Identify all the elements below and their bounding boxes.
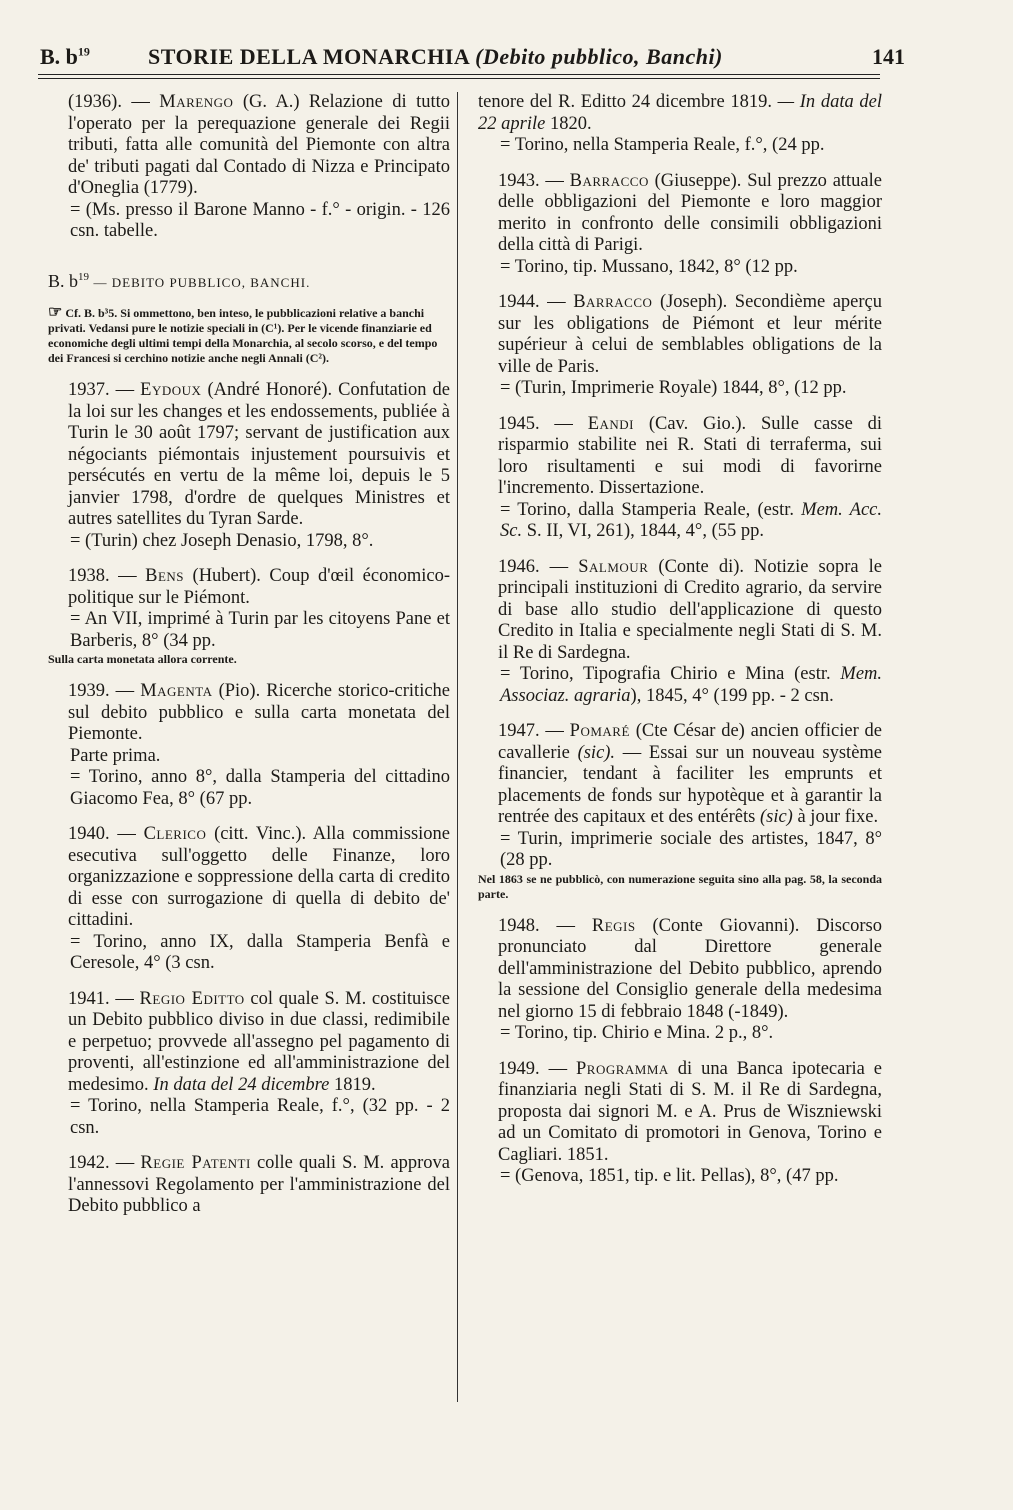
header-rule [38,74,880,75]
entry-publication: = Torino, tip. Mussano, 1842, 8° (12 pp. [500,256,798,277]
entry-author: Pomaré [569,721,630,741]
entry-1937 [48,380,450,552]
entry-body: colle quali S. M. approva l'annessovi Regolamento per l'amministrazione del Debito pubblico a [68,1153,451,1216]
section-note [48,305,450,366]
entry-number: 1949. [498,1058,540,1079]
entry-publication: = An VII, imprimé à Turin par les citoyens Pane et Barberis, 8° (34 pp. [70,609,450,651]
header-rule-2 [38,78,880,79]
entry-number: 1941. [68,988,110,1009]
entry-1949 [478,1059,882,1188]
entry-author: Eandi [587,413,635,434]
running-title-italic: (Debito pubblico, Banchi) [475,44,723,69]
entry-text: 1942. — Regie Patenti colle quali S. M. approva l'annessovi Regolamento per l'amministrazione del Debito pubblico a [68,1153,451,1216]
entry-publication: = Turin, imprimerie sociale des artistes, 1847, 8° (28 pp. [500,828,882,870]
entry-1936 [48,92,450,243]
section-note-text: Cf. B. b³5. Si ommettono, ben inteso, le pubblicazioni relative a banchi privati. Vedansi pure le notizie speciali in (C¹). Per le vicende finanziarie ed economiche degli ultimi tempi della Monarchia, al secolo scorso, e del tempo dei Francesi si cerchino notizie anche negli Annali (C²). [48,306,438,365]
entry-author: Regis [591,915,636,936]
entry-text: 1943. — Barracco (Giuseppe). Sul prezzo attuale delle obbligazioni del Piemonte e loro maggior merito in confronto delle consimili obbligazioni della città di Parigi. [498,170,882,255]
entry-number: 1939. [68,681,110,701]
entry-body: (citt. Vinc.). Alla commissione esecutiva sull'oggetto delle Finanze, loro organizzazione e soppressione della carta di credito di esse con surrogazione di quella di debito de' cittadini. [68,824,451,930]
entry-body-continued: — Essai sur un nouveau système financier, tendant à faciliter les emprunts et placements de fonds sur hypotèque et à garantir la rentrée des capitaux et des entérêts [498,742,883,827]
entry-publication-text: = Torino, dalla Stamperia Reale, (estr. [500,499,794,520]
entry-text: 1947. — Pomaré (Cte César de) ancien officier de cavallerie (sic). — Essai sur un nouveau système financier, tendant à faciliter les emprunts et placements de fonds sur hypotèque et à garantir la rentrée des capitaux et des entérêts (sic) à jour fixe. [498,721,883,827]
entry-number: 1942. [68,1153,110,1173]
entry-body: tenore del R. Editto 24 dicembre 1819. [478,92,772,112]
entry-1943 [478,171,882,279]
entry-text: 1945. — Eandi (Cav. Gio.). Sulle casse di risparmio stabilite nei R. Stati di terraferma, sui loro risultamenti e sui modi di favorirne l'incremento. Dissertazione. [498,413,882,498]
entry-number: (1936). [68,92,122,112]
entry-publication: = (Genova, 1851, tip. e lit. Pellas), 8°, (47 pp. [500,1166,839,1186]
entry-body: (André Honoré). Confutation de la loi sur les changes et les endossements, publiée à Turin le 30 août 1797; servant de justification aux négociants piémontais injustement poursuivis et persécutés en vertu de la même loi, depuis le 5 janvier 1798, d'ordre de quelques Ministres et autres satellites du Tyran Sarde. [68,380,451,529]
entry-text: 1946. — Salmour (Conte di). Notizie sopra le principali instituzioni di Credito agrario, da servire di base allo studio dell'applicazione di questo Credito in Italia e specialmente negli Stati di S. M. il Re di Sardegna. [498,556,883,663]
entry-1946 [478,557,882,708]
entry-publication: = Torino, nella Stamperia Reale, f.°, (24 pp. [500,135,825,155]
entry-author: Barracco [569,170,649,191]
entry-year: 1820. [549,113,592,134]
entry-body: (Conte Giovanni). Discorso pronunciato dal Direttore generale dell'amministrazione del Debito pubblico, aprendo la sessione del Consiglio generale della medesima nel giorno 15 di febbraio 1848 (-1849). [498,915,882,1022]
entry-note: Sulla carta monetata allora corrente. [48,652,237,666]
entry-text: 1941. — Regio Editto col quale S. M. costituisce un Debito pubblico diviso in due classi, redimibile e perpetuo; provvede all'assegno pel pagamento di proventi, all'estinzione ed all'amministrazione del medesimo. In data del 24 dicembre 1819. [68,988,451,1095]
entry-text: 1940. — Clerico (citt. Vinc.). Alla commissione esecutiva sull'oggetto delle Finanze, loro organizzazione e soppressione della carta di credito di esse con surrogazione di quella di debito de' cittadini. [68,824,451,930]
entry-1945 [478,414,882,543]
entry-body: (Cav. Gio.). Sulle casse di risparmio stabilite nei R. Stati di terraferma, sui loro risultamenti e sui modi di favorirne l'incremento. Dissertazione. [498,413,882,498]
entry-publication: = (Ms. presso il Barone Manno - f.° - origin. - 126 csn. tabelle. [70,199,450,241]
entry-body: (G. A.) Relazione di tutto l'operato per la perequazione generale dei Regii tributi, fatta alle comunità del Piemonte con altra de' tributi pagati dal Contado di Nizza e Principato d'Oneglia (1779). [68,92,451,198]
entry-body: (Giuseppe). Sul prezzo attuale delle obbligazioni del Piemonte e loro maggior merito in confronto delle consimili obbligazioni della città di Parigi. [498,170,882,255]
entry-number: 1947. [498,721,540,741]
entry-1939 [48,681,450,810]
entry-text: 1944. — Barracco (Joseph). Secondième aperçu sur les obligations de Piémont et leur mérite supérieur à celui de semblables obligations de la ville de Paris. [498,292,883,377]
pointing-hand-icon: ☞ [48,304,63,321]
entry-sic: (sic) [759,807,793,827]
entry-1942-continued [478,92,882,157]
section-heading-code: B. b [48,270,79,291]
entry-number: 1945. [498,413,540,434]
entry-publication: = Torino, tip. Chirio e Mina. 2 p., 8°. [500,1023,774,1043]
entry-1947 [478,721,882,902]
entry-1940 [48,824,450,975]
entry-1938 [48,566,450,667]
entry-author: Clerico [143,824,207,844]
entry-number: 1940. [68,824,110,844]
section-code [40,44,90,70]
entry-publication-text: = Torino, Tipografia Chirio e Mina (estr. [500,664,831,684]
entry-1944 [478,292,882,400]
page-header [40,40,905,76]
entry-date: In data del 24 dicembre [153,1074,330,1095]
entry-body: di una Banca ipotecaria e finanziaria negli Stati di S. M. il Re di Sardegna, proposta dai signori M. e A. Prus de Wiszniewski ad un Comitato di promotori in Genova, Torino e Cagliari. 1851. [498,1058,883,1165]
entry-publication-details: S. II, VI, 261), 1844, 4°, (55 pp. [526,521,764,541]
entry-note: Nel 1863 se ne pubblicò, con numerazione seguita sino alla pag. 58, la seconda parte. [478,871,882,901]
entry-text: 1948. — Regis (Conte Giovanni). Discorso pronunciato dal Direttore generale dell'amministrazione del Debito pubblico, aprendo la sessione del Consiglio generale della medesima nel giorno 15 di febbraio 1848 (-1849). [498,915,882,1022]
entry-text [478,92,882,135]
entry-author: Bens [145,566,185,586]
entry-text: (1936). — Marengo (G. A.) Relazione di tutto l'operato per la perequazione generale dei Regii tributi, fatta alle comunità del Piemonte con altra de' tributi pagati dal Contado di Nizza e Principato d'Oneglia (1779). [68,92,451,198]
entry-author: Salmour [578,556,649,577]
entry-author: Magenta [140,681,213,701]
entry-number: 1948. [498,915,540,936]
column-divider [457,92,458,1402]
entry-publication: = Torino, nella Stamperia Reale, f.°, (32 pp. - 2 csn. [70,1096,450,1138]
entry-publication: = (Turin) chez Joseph Denasio, 1798, 8°. [70,530,374,551]
entry-publication: = (Turin, Imprimerie Royale) 1844, 8°, (12 pp. [500,378,847,398]
entry-text: 1937. — Eydoux (André Honoré). Confutation de la loi sur les changes et les endossements, publiée à Turin le 30 août 1797; servant de justification aux négociants piémontais injustement poursuivis et persécutés en vertu de la même loi, depuis le 5 janvier 1798, d'ordre de quelques Ministres et autres satellites du Tyran Sarde. [68,380,451,529]
entry-publication-journal: Mem. Associaz. agraria [500,664,883,706]
entry-body: (Hubert). Coup d'œil économico-politique sur le Piémont. [68,566,450,608]
entry-number: 1944. [498,292,540,312]
entry-publication-journal: Mem. Acc. Sc. [500,499,882,541]
section-heading-title: — DEBITO PUBBLICO, BANCHI. [93,274,311,290]
entry-body: (Cte César de) ancien officier de cavallerie [498,721,882,763]
entry-number: 1946. [498,556,540,577]
entry-author: Regio Editto [139,988,245,1009]
running-title-text: STORIE DELLA MONARCHIA [148,44,470,69]
section-code-sup: 19 [77,44,90,59]
entry-publication [478,664,882,707]
entry-author: Programma [576,1058,669,1079]
section-code-text: B. b [40,44,78,69]
entry-text: 1938. — Bens (Hubert). Coup d'œil économico-politique sur le Piémont. [68,566,450,608]
entry-body-end: à jour fixe. [797,807,879,827]
entry-1948 [478,916,882,1045]
entry-number: 1938. [68,566,110,586]
entry-year: 1819. [333,1074,376,1095]
right-column [478,92,882,1202]
left-column [48,92,450,1232]
entry-body: col quale S. M. costituisce un Debito pubblico diviso in due classi, redimibile e perpetuo; provvede all'assegno pel pagamento di proventi, all'estinzione ed all'amministrazione del medesimo. [68,988,451,1095]
entry-sic: (sic). [577,742,616,763]
entry-author: Eydoux [140,380,202,400]
entry-text: 1949. — Programma di una Banca ipotecaria e finanziaria negli Stati di S. M. il Re di Sardegna, proposta dai signori M. e A. Prus de Wiszniewski ad un Comitato di promotori in Genova, Torino e Cagliari. 1851. [498,1058,883,1165]
entry-body: (Conte di). Notizie sopra le principali instituzioni di Credito agrario, da servire di base allo studio dell'applicazione di questo Credito in Italia e specialmente negli Stati di S. M. il Re di Sardegna. [498,556,883,663]
entry-publication-details: ), 1845, 4° (199 pp. - 2 csn. [630,685,834,706]
entry-number: 1937. [68,380,110,400]
entry-author: Marengo [159,92,234,112]
entry-number: 1943. [498,170,540,191]
entry-publication [478,500,882,543]
entry-publication: = Torino, anno 8°, dalla Stamperia del cittadino Giacomo Fea, 8° (67 pp. [70,767,450,809]
entry-publication: = Torino, anno IX, dalla Stamperia Benfà e Ceresole, 4° (3 csn. [70,931,450,973]
section-heading-sup: 19 [78,270,90,283]
entry-body: (Joseph). Secondième aperçu sur les obligations de Piémont et leur mérite supérieur à celui de semblables obligations de la ville de Paris. [498,292,883,377]
entry-text: 1939. — Magenta (Pio). Ricerche storico-critiche sul debito pubblico e sulla carta monetata del Piemonte. [68,681,451,744]
running-title [148,44,723,70]
entry-date: — In data del 22 aprile [478,92,882,134]
section-heading [48,267,450,294]
entry-author: Regie Patenti [140,1153,251,1173]
page-number: 141 [872,44,905,69]
entry-author: Barracco [573,292,653,312]
entry-1941 [48,989,450,1140]
entry-1942 [48,1153,450,1218]
entry-body: (Pio). Ricerche storico-critiche sul debito pubblico e sulla carta monetata del Piemonte. [68,681,451,744]
entry-part: Parte prima. [70,745,161,766]
